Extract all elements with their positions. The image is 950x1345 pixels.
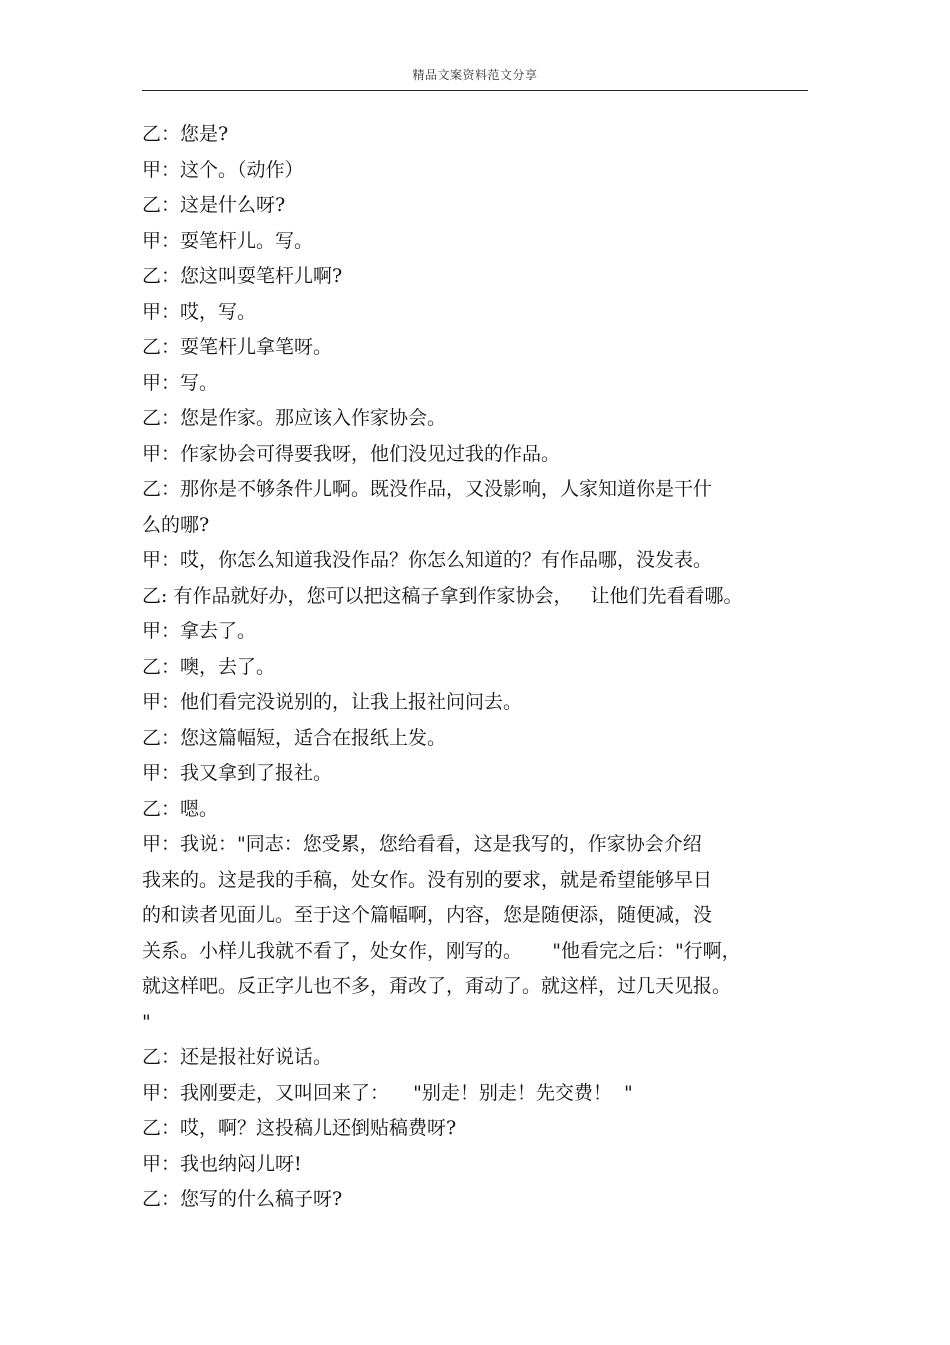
dialogue-line: 甲：耍笔杆儿。写。: [142, 229, 314, 252]
dialogue-line: 乙：耍笔杆儿拿笔呀。: [142, 336, 333, 358]
dialogue-line: 乙：还是报社好说话。: [142, 1046, 333, 1068]
dialogue-line: 甲：哎，写。: [142, 300, 257, 323]
dialogue-line: ": [142, 1010, 151, 1033]
dialogue-line: 关系。小样儿我就不看了，处女作，刚写的。 "他看完之后："行啊，: [142, 939, 741, 962]
dialogue-line: 乙：那你是不够条件儿啊。既没作品，又没影响，人家知道你是干什: [142, 478, 713, 500]
dialogue-line: 甲：写。: [142, 371, 219, 394]
dialogue-line: 乙：您是作家。那应该入作家协会。: [142, 407, 447, 429]
header-divider: [142, 90, 808, 91]
page-header: 精品文案资料范文分享: [412, 68, 538, 82]
dialogue-line: 么的哪?: [142, 513, 210, 536]
dialogue-line: 甲：我又拿到了报社。: [142, 762, 333, 784]
dialogue-line: 乙：噢，去了。: [142, 655, 276, 678]
dialogue-line: 乙：嗯。: [142, 797, 219, 820]
dialogue-line: 乙：您这篇幅短，适合在报纸上发。: [142, 726, 447, 749]
dialogue-line: 甲：哎，你怎么知道我没作品？你怎么知道的？有作品哪，没发表。: [142, 549, 713, 571]
dialogue-line: 甲：我说："同志：您受累，您给看看，这是我写的，作家协会介绍: [142, 833, 702, 855]
dialogue-line: 我来的。这是我的手稿，处女作。没有别的要求，就是希望能够早日: [142, 868, 713, 891]
dialogue-line: 乙：这是什么呀?: [142, 194, 286, 216]
dialogue-line: 乙：您写的什么稿子呀?: [142, 1188, 343, 1210]
dialogue-line: 就这样吧。反正字儿也不多，甭改了，甭动了。就这样，过几天见报。: [142, 975, 732, 997]
dialogue-line: 甲：我也纳闷儿呀!: [142, 1152, 302, 1175]
dialogue-line: 乙：哎，啊？这投稿儿还倒贴稿费呀?: [142, 1117, 457, 1139]
dialogue-line: 甲：作家协会可得要我呀，他们没见过我的作品。: [142, 442, 561, 465]
dialogue-line: 甲：这个。（动作）: [142, 158, 304, 181]
dialogue-line: 乙：您这叫耍笔杆儿啊?: [142, 265, 343, 287]
dialogue-line: 甲：我刚要走，又叫回来了： "别走！别走！先交费！ ": [142, 1081, 633, 1104]
dialogue-line: 乙：您是?: [142, 123, 229, 145]
dialogue-line: 乙: 有作品就好办，您可以把这稿子拿到作家协会， 让他们先看看哪。: [142, 584, 743, 607]
dialogue-line: 甲：他们看完没说别的，让我上报社问问去。: [142, 691, 523, 713]
dialogue-line: 的和读者见面儿。至于这个篇幅啊，内容，您是随便添，随便减，没: [142, 904, 713, 926]
dialogue-body: [142, 117, 808, 1218]
dialogue-line: 甲：拿去了。: [142, 620, 257, 642]
